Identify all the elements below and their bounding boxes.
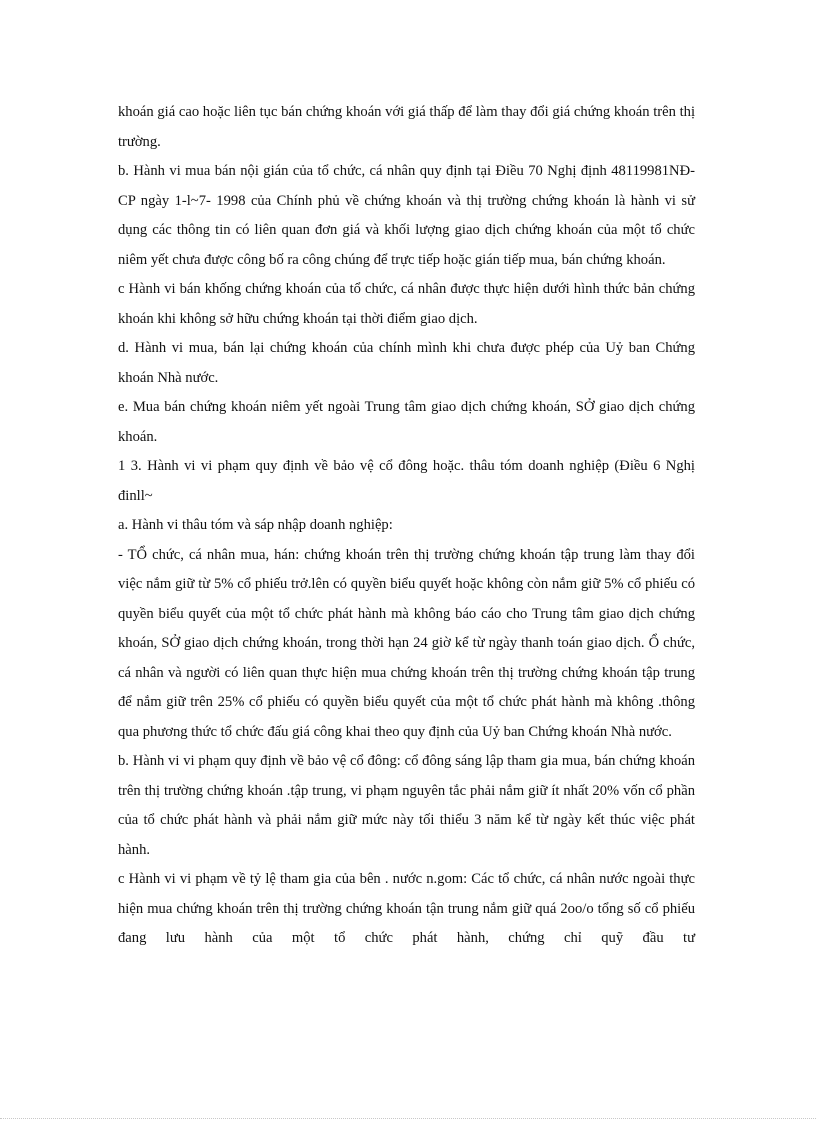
paragraph-continuation: khoán giá cao hoặc liên tục bán chứng khoán với giá thấp để làm thay đổi giá chứng khoán trên thị trường. bbox=[118, 104, 695, 150]
paragraph-insider-trading: b. Hành vi mua bán nội gián của tổ chức, cá nhân quy định tại Điều 70 Nghị định 48119981NĐ-CP ngày 1-l~7- 1998 của Chính phủ về chứng khoán và thị trường chứng khoán là hành vi sử dụng các thông tin có liên quan đơn giá và khối lượng giao dịch chứng khoán của một tổ chức niêm yết chưa được công bố ra công chúng để trực tiếp hoặc gián tiếp mua, bán chứng khoán. bbox=[118, 163, 695, 268]
page-bottom-rule bbox=[0, 1118, 816, 1119]
document-body bbox=[118, 98, 695, 954]
paragraph-section-13: 1 3. Hành vi vi phạm quy định về bảo vệ cổ đông hoặc. thâu tóm doanh nghiệp (Điều 6 Nghị đinll~ bbox=[118, 458, 695, 504]
paragraph-shareholder-protection: b. Hành vi vi phạm quy định về bảo vệ cổ đông: cổ đông sáng lập tham gia mua, bán chứng khoán trên thị trường chứng khoán .tập trung, vi phạm nguyên tắc phải nắm giữ ít nhất 20% vốn cổ phần của tổ chức phát hành và phải nắm giữ mức này tối thiểu 3 năm kể từ ngày kết thúc việc phát hành. bbox=[118, 753, 695, 858]
paragraph-short-selling: c Hành vi bán khống chứng khoán của tổ chức, cá nhân được thực hiện dưới hình thức bản chứng khoán khi không sở hữu chứng khoán tại thời điểm giao dịch. bbox=[118, 281, 695, 327]
paragraph-own-shares: d. Hành vi mua, bán lại chứng khoán của chính mình khi chưa được phép của Uỷ ban Chứng khoán Nhà nước. bbox=[118, 340, 695, 386]
paragraph-otc-trading: e. Mua bán chứng khoán niêm yết ngoài Trung tâm giao dịch chứng khoán, SỞ giao dịch chứng khoán. bbox=[118, 399, 695, 445]
paragraph-foreign-ownership: c Hành vi vi phạm về tỷ lệ tham gia của bên . nước n.gom: Các tổ chức, cá nhân nước ngoài thực hiện mua chứng khoán trên thị trường chứng khoán tận trung nắm giữ quá 2oo/o tổng số cổ phiếu đang lưu hành của một tổ chức phát hành, chứng chỉ quỹ đầu tư bbox=[118, 871, 695, 946]
paragraph-takeover-details: - TỔ chức, cá nhân mua, hán: chứng khoán trên thị trường chứng khoán tập trung làm thay đổi việc nắm giữ từ 5% cổ phiếu trở.lên có quyền biểu quyết hoặc không còn nắm giữ 5% cổ phiếu có quyền biểu quyết của một tổ chức phát hành mà không báo cáo cho Trung tâm giao dịch chứng khoán, SỞ giao dịch chứng khoán, trong thời hạn 24 giờ kể từ ngày thanh toán giao dịch. Ổ chức, cá nhân và người có liên quan thực hiện mua chứng khoán trên thị trường chứng khoán tập trung để nắm giữ trên 25% cổ phiếu có quyền biểu quyết của một tổ chức phát hành mà không .thông qua phương thức tổ chức đấu giá công khai theo quy định của Uỷ ban Chứng khoán Nhà nước. bbox=[118, 546, 695, 740]
paragraph-takeover-heading: a. Hành vi thâu tóm và sáp nhập doanh nghiệp: bbox=[118, 517, 393, 533]
